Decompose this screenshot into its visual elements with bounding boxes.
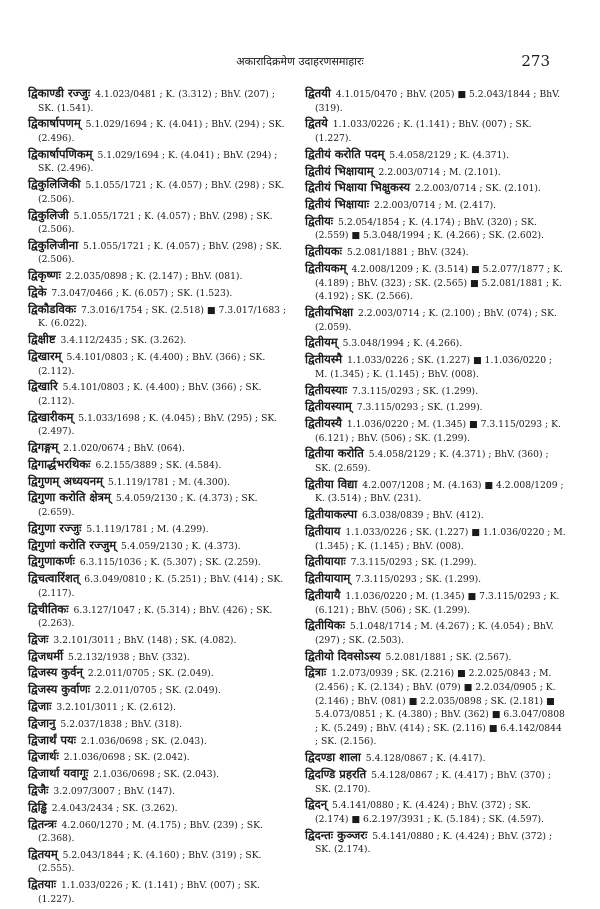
index-entry bbox=[305, 829, 567, 857]
entry-references: 5.1.029/1694 ; K. (4.041) ; BhV. (294) ; SK. (2.496). bbox=[38, 149, 278, 175]
entry-headword: द्विगुणा रज्जुः bbox=[28, 520, 82, 535]
entry-headword: द्विजानु bbox=[28, 715, 56, 730]
entry-references: 5.4.059/2130 ; K. (4.373). bbox=[121, 540, 241, 552]
entry-headword: द्वितीयं भिक्षाया भिक्षुकस्य bbox=[305, 180, 411, 195]
entry-references: 2.2.003/0714 ; K. (2.100) ; BhV. (074) ; SK. (2.059). bbox=[315, 308, 557, 333]
entry-references: 7.3.047/0466 ; K. (6.057) ; SK. (1.523). bbox=[51, 288, 233, 300]
entry-headword: द्विजः bbox=[28, 631, 49, 646]
entry-references: 1.1.033/0226 ; K. (1.141) ; BhV. (007) ; SK. (1.227). bbox=[38, 880, 260, 905]
page-number: 273 bbox=[521, 52, 550, 70]
entry-references: 5.2.081/1881 ; SK. (2.567). bbox=[385, 651, 512, 663]
entry-references: 6.3.115/1036 ; K. (5.307) ; SK. (2.259). bbox=[79, 557, 261, 569]
index-entry bbox=[28, 491, 290, 519]
index-entry bbox=[305, 508, 567, 523]
entry-references: 7.3.115/0293 ; SK. (1.299). bbox=[352, 385, 479, 397]
entry-references: 5.2.081/1881 ; BhV. (324). bbox=[346, 247, 469, 259]
entry-references: 7.3.115/0293 ; SK. (1.299). bbox=[355, 574, 482, 586]
index-entry bbox=[28, 303, 290, 331]
index-entry bbox=[305, 650, 567, 665]
entry-headword: द्विदण्डि प्रहरति bbox=[305, 767, 367, 781]
index-entry bbox=[28, 350, 290, 378]
index-entry bbox=[305, 525, 567, 553]
entry-headword: द्विगुणां करोति रज्जुम् bbox=[28, 537, 117, 552]
entry-references: 1.1.036/0220 ; M. (1.345) ■ 7.3.115/0293 ; K. (6.121) ; BhV. (506) ; SK. (1.299). bbox=[315, 419, 561, 444]
entry-references: 4.1.015/0470 ; BhV. (205) ■ 5.2.043/1844 ; BhV. (319). bbox=[315, 89, 561, 114]
entry-references: 5.2.054/1854 ; K. (4.174) ; BhV. (320) ; SK. (2.559) ■ 5.3.048/1994 ; K. (4.266) ; SK. (2.602). bbox=[315, 216, 544, 242]
entry-references: 6.3.049/0810 ; K. (5.251) ; BhV. (414) ; SK. (2.117). bbox=[38, 574, 284, 599]
entry-references: 5.1.055/1721 ; K. (4.057) ; BhV. (298) ; SK. (2.506). bbox=[38, 240, 282, 266]
index-entry bbox=[28, 333, 290, 348]
entry-headword: द्विदण्डा शाला bbox=[305, 750, 361, 765]
entry-headword: द्वितीयस्याः bbox=[305, 382, 348, 397]
entry-headword: द्वितीयाय bbox=[305, 524, 341, 538]
index-entry bbox=[28, 522, 290, 537]
entry-headword: द्वितीयभिक्षा bbox=[305, 305, 354, 319]
right-column bbox=[305, 87, 567, 859]
index-entry bbox=[28, 603, 290, 631]
index-entry bbox=[28, 87, 290, 115]
entry-references: 5.4.128/0867 ; K. (4.417). bbox=[365, 753, 486, 765]
entry-references: 5.1.029/1694 ; K. (4.041) ; BhV. (294) ; SK. (2.496). bbox=[38, 119, 285, 144]
entry-headword: द्वितीयायै bbox=[305, 587, 341, 602]
entry-headword: द्वितन्त्रः bbox=[28, 816, 57, 831]
entry-references: 7.3.016/1754 ; SK. (2.518) ■ 7.3.017/1683 ; K. (6.022). bbox=[38, 304, 287, 330]
entry-headword: द्वितीयायाम् bbox=[305, 571, 351, 586]
index-entry bbox=[305, 181, 567, 196]
index-entry bbox=[305, 165, 567, 180]
entry-headword: द्वितीयो दिवसोऽस्य bbox=[305, 648, 381, 663]
entry-headword: द्वितीया करोति bbox=[305, 446, 364, 461]
page-header bbox=[0, 52, 600, 72]
entry-references: 2.2.011/0705 ; SK. (2.049). bbox=[95, 685, 221, 697]
entry-headword: द्वितीयं भिक्षायाम् bbox=[305, 163, 374, 178]
entry-references: 5.4.101/0803 ; K. (4.400) ; BhV. (366) ; SK. (2.112). bbox=[38, 351, 266, 377]
index-entry bbox=[305, 353, 567, 381]
entry-headword: द्वितीयिकः bbox=[305, 618, 345, 633]
entry-references: 2.4.043/2434 ; SK. (3.262). bbox=[51, 802, 178, 814]
index-entry bbox=[28, 633, 290, 648]
index-entry bbox=[305, 666, 567, 749]
entry-references: 5.1.033/1698 ; K. (4.045) ; BhV. (295) ; SK. (2.497). bbox=[38, 412, 278, 438]
entry-headword: द्विकाण्डी रज्जुः bbox=[28, 86, 91, 100]
entry-headword: द्वितये bbox=[305, 116, 328, 131]
entry-headword: द्विजस्य कुर्वाणः bbox=[28, 682, 91, 697]
index-entry bbox=[305, 589, 567, 617]
index-entry bbox=[28, 458, 290, 473]
entry-references: 3.2.097/3007 ; BhV. (147). bbox=[53, 785, 176, 797]
entry-headword: द्विकुलिजीना bbox=[28, 237, 79, 252]
entry-headword: द्विजार्थः bbox=[28, 749, 59, 764]
index-entry bbox=[28, 767, 290, 782]
entry-headword: द्विकौडविकः bbox=[28, 301, 77, 316]
index-entry bbox=[28, 475, 290, 490]
index-entry bbox=[305, 148, 567, 163]
entry-headword: द्विकुलिजी bbox=[28, 207, 69, 222]
index-entry bbox=[28, 650, 290, 665]
index-entry bbox=[28, 286, 290, 301]
entry-references: 1.1.033/0226 ; SK. (1.227) ■ 1.1.036/0220 ; M. (1.345) ; K. (1.145) ; BhV. (008). bbox=[315, 527, 566, 552]
entry-headword: द्विके bbox=[28, 285, 47, 300]
entry-references: 3.4.112/2435 ; SK. (3.262). bbox=[60, 335, 187, 347]
entry-references: 3.2.101/3011 ; K. (2.612). bbox=[56, 702, 176, 714]
index-entry bbox=[305, 555, 567, 570]
entry-headword: द्विचत्वारिंशत् bbox=[28, 571, 80, 586]
entry-headword: द्विदन्तः कुञ्जरः bbox=[305, 827, 368, 842]
index-entry bbox=[28, 539, 290, 554]
index-entry bbox=[28, 148, 290, 176]
entry-headword: द्विजधर्मी bbox=[28, 648, 64, 663]
entry-references: 5.2.043/1844 ; K. (4.160) ; BhV. (319) ; SK. (2.555). bbox=[38, 849, 262, 875]
entry-references: 5.4.141/0880 ; K. (4.424) ; BhV. (372) ; SK. (2.174). bbox=[315, 830, 553, 856]
index-entry bbox=[305, 768, 567, 796]
index-entry bbox=[28, 818, 290, 846]
left-column bbox=[28, 87, 290, 909]
entry-references: 5.4.128/0867 ; K. (4.417) ; BhV. (370) ; SK. (2.170). bbox=[315, 770, 551, 795]
index-entry bbox=[305, 619, 567, 647]
entry-headword: द्विदन् bbox=[305, 797, 328, 812]
entry-headword: द्वितीयस्यै bbox=[305, 416, 342, 431]
entry-references: 6.3.038/0839 ; BhV. (412). bbox=[361, 510, 484, 522]
entry-headword: द्विखारि bbox=[28, 379, 58, 394]
index-entry bbox=[28, 784, 290, 799]
entry-references: 1.1.036/0220 ; M. (1.345) ■ 7.3.115/0293 ; K. (6.121) ; BhV. (506) ; SK. (1.299). bbox=[315, 590, 560, 616]
entry-headword: द्वितयम् bbox=[28, 846, 58, 861]
index-entry bbox=[28, 717, 290, 732]
entry-headword: द्विगुणाकर्णः bbox=[28, 554, 75, 569]
entry-references: 4.1.023/0481 ; K. (3.312) ; BhV. (207) ; SK. (1.541). bbox=[38, 89, 275, 114]
entry-references: 1.1.033/0226 ; K. (1.141) ; BhV. (007) ; SK. (1.227). bbox=[315, 119, 532, 144]
index-entry bbox=[305, 262, 567, 304]
entry-headword: द्विगङ्गम् bbox=[28, 440, 59, 455]
index-entry bbox=[28, 380, 290, 408]
entry-headword: द्वितीया विद्या bbox=[305, 476, 358, 491]
entry-headword: द्विचीतिकः bbox=[28, 601, 69, 616]
entry-references: 2.2.003/0714 ; SK. (2.101). bbox=[414, 183, 541, 195]
entry-headword: द्वितीयं करोति पदम् bbox=[305, 146, 385, 161]
entry-references: 5.4.141/0880 ; K. (4.424) ; BhV. (372) ; SK. (2.174) ■ 6.2.197/3931 ; K. (5.184) ; SK. (4.597). bbox=[315, 800, 544, 825]
entry-references: 2.2.011/0705 ; SK. (2.049). bbox=[87, 668, 214, 680]
entry-references: 5.4.101/0803 ; K. (4.400) ; BhV. (366) ; SK. (2.112). bbox=[38, 382, 262, 407]
entry-headword: द्वितीयः bbox=[305, 213, 334, 228]
entry-headword: द्वितीयायाः bbox=[305, 554, 346, 569]
entry-headword: द्वितीयम् bbox=[305, 335, 338, 350]
index-entry bbox=[28, 734, 290, 749]
entry-references: 5.3.048/1994 ; K. (4.266). bbox=[342, 338, 463, 350]
entry-references: 5.1.119/1781 ; M. (4.299). bbox=[86, 523, 209, 535]
running-title: अकारादिक्रमेण उदाहरणसमाहारः bbox=[236, 55, 364, 68]
entry-references: 3.2.101/3011 ; BhV. (148) ; SK. (4.082). bbox=[53, 634, 237, 646]
index-entry bbox=[305, 478, 567, 506]
index-entry bbox=[305, 117, 567, 145]
entry-references: 4.2.008/1209 ; K. (3.514) ■ 5.2.077/1877 ; K. (4.189) ; BhV. (323) ; SK. (2.565) ■ 5.2.081/1881 ; K. (4.192) ; SK. (2.566). bbox=[315, 264, 563, 303]
entry-headword: द्वितीयकः bbox=[305, 244, 342, 259]
entry-headword: द्विजैः bbox=[28, 782, 49, 797]
entry-references: 5.4.058/2129 ; K. (4.371) ; BhV. (360) ; SK. (2.659). bbox=[315, 449, 549, 475]
index-entry bbox=[28, 269, 290, 284]
entry-headword: द्विगुणा करोति क्षेत्रम् bbox=[28, 490, 111, 505]
index-entry bbox=[28, 801, 290, 816]
entry-references: 2.2.003/0714 ; M. (2.101). bbox=[378, 166, 501, 178]
entry-headword: द्विखारम् bbox=[28, 348, 62, 363]
entry-headword: द्विखारीकम् bbox=[28, 409, 74, 424]
index-entry bbox=[28, 411, 290, 439]
entry-references: 2.1.020/0674 ; BhV. (064). bbox=[63, 443, 185, 455]
entry-references: 5.2.132/1938 ; BhV. (332). bbox=[67, 651, 190, 663]
entry-references: 2.1.036/0698 ; SK. (2.042). bbox=[63, 752, 190, 764]
entry-references: 7.3.115/0293 ; SK. (1.299). bbox=[350, 557, 477, 569]
index-entry bbox=[28, 117, 290, 145]
entry-references: 2.2.003/0714 ; M. (2.417). bbox=[373, 200, 497, 212]
entry-references: 6.3.127/1047 ; K. (5.314) ; BhV. (426) ; SK. (2.263). bbox=[38, 604, 273, 630]
index-entry bbox=[28, 555, 290, 570]
index-entry bbox=[28, 178, 290, 206]
entry-references: 2.1.036/0698 ; SK. (2.043). bbox=[80, 735, 207, 747]
index-entry bbox=[28, 441, 290, 456]
entry-references: 5.1.055/1721 ; K. (4.057) ; BhV. (298) ; SK. (2.506). bbox=[38, 180, 285, 205]
index-entry bbox=[305, 417, 567, 445]
index-entry bbox=[28, 239, 290, 267]
index-entry bbox=[305, 798, 567, 826]
entry-headword: द्विजार्था यवागूः bbox=[28, 766, 89, 781]
entry-headword: द्विजस्य कुर्वन् bbox=[28, 665, 83, 680]
entry-headword: द्विकुलिजिकी bbox=[28, 177, 81, 192]
entry-headword: द्वितीयाकल्पा bbox=[305, 507, 358, 522]
entry-headword: द्विजाः bbox=[28, 699, 52, 714]
index-entry bbox=[305, 751, 567, 766]
entry-references: 5.4.059/2130 ; K. (4.373) ; SK. (2.659). bbox=[38, 493, 258, 519]
entry-headword: द्वितयी bbox=[305, 86, 331, 100]
index-entry bbox=[305, 572, 567, 587]
entry-headword: द्विगुणम् अध्ययनम् bbox=[28, 473, 103, 488]
entry-headword: द्विक्षीष्ट bbox=[28, 332, 56, 347]
index-entry bbox=[305, 400, 567, 415]
entry-references: 2.2.035/0898 ; K. (2.147) ; BhV. (081). bbox=[65, 271, 243, 283]
index-entry bbox=[28, 666, 290, 681]
entry-references: 5.1.048/1714 ; M. (4.267) ; K. (4.054) ; BhV. (297) ; SK. (2.503). bbox=[315, 621, 554, 646]
index-entry bbox=[28, 209, 290, 237]
index-entry bbox=[305, 447, 567, 475]
entry-references: 7.3.115/0293 ; SK. (1.299). bbox=[356, 402, 483, 414]
entry-references: 5.1.055/1721 ; K. (4.057) ; BhV. (298) ; SK. (2.506). bbox=[38, 210, 273, 236]
entry-references: 1.1.033/0226 ; SK. (1.227) ■ 1.1.036/0220 ; M. (1.345) ; K. (1.145) ; BhV. (008). bbox=[315, 355, 553, 380]
entry-headword: द्विगार्द्धभरथिकः bbox=[28, 456, 91, 471]
entry-references: 1.2.073/0939 ; SK. (2.216) ■ 2.2.025/0843 ; M. (2.456) ; K. (2.134) ; BhV. (079) ■ 2.2.034/0905 ; K. (2.146) ; BhV. (081) ■ 2.2.035/0898 ; SK. (2.181) ■ 5.4.073/0851 ; K. (4.380) ; BhV. (362) ■ 6.3.047/0808 ; K. (5.249) ; BhV. (414) ; SK. (2.116) ■ 6.4.142/0844 ; SK. (2.156). bbox=[315, 668, 565, 748]
index-entry bbox=[305, 245, 567, 260]
index-entry bbox=[28, 878, 290, 906]
entry-headword: द्विकृष्णः bbox=[28, 268, 61, 283]
entry-headword: द्वितीयस्मै bbox=[305, 352, 343, 367]
entry-references: 5.1.119/1781 ; M. (4.300). bbox=[107, 476, 231, 488]
index-entry bbox=[305, 384, 567, 399]
entry-headword: द्विड्ढि bbox=[28, 799, 47, 814]
index-entry bbox=[28, 683, 290, 698]
index-entry bbox=[305, 336, 567, 351]
index-entry bbox=[305, 306, 567, 334]
entry-headword: द्वितीयकम् bbox=[305, 261, 347, 276]
index-entry bbox=[28, 750, 290, 765]
entry-headword: द्वितीयं भिक्षायाः bbox=[305, 197, 370, 212]
entry-headword: द्वितयाः bbox=[28, 877, 57, 892]
entry-headword: द्विकार्षापणिकम् bbox=[28, 146, 93, 161]
index-entry bbox=[28, 848, 290, 876]
index-entry bbox=[305, 87, 567, 115]
entry-headword: द्विकार्षापणम् bbox=[28, 116, 81, 131]
entry-references: 5.2.037/1838 ; BhV. (318). bbox=[60, 718, 183, 730]
entry-references: 2.1.036/0698 ; SK. (2.043). bbox=[93, 769, 220, 781]
entry-references: 4.2.007/1208 ; M. (4.163) ■ 4.2.008/1209 ; K. (3.514) ; BhV. (231). bbox=[315, 479, 564, 505]
entry-references: 4.2.060/1270 ; M. (4.175) ; BhV. (239) ; SK. (2.368). bbox=[38, 819, 263, 845]
index-entry bbox=[305, 198, 567, 213]
index-entry bbox=[305, 215, 567, 243]
entry-headword: द्वित्राः bbox=[305, 665, 327, 680]
entry-headword: द्विजार्थं पयः bbox=[28, 732, 76, 747]
index-entry bbox=[28, 572, 290, 600]
entry-references: 5.4.058/2129 ; K. (4.371). bbox=[389, 149, 509, 161]
entry-references: 6.2.155/3889 ; SK. (4.584). bbox=[95, 459, 222, 471]
index-entry bbox=[28, 700, 290, 715]
entry-headword: द्वितीयस्याम् bbox=[305, 399, 352, 414]
